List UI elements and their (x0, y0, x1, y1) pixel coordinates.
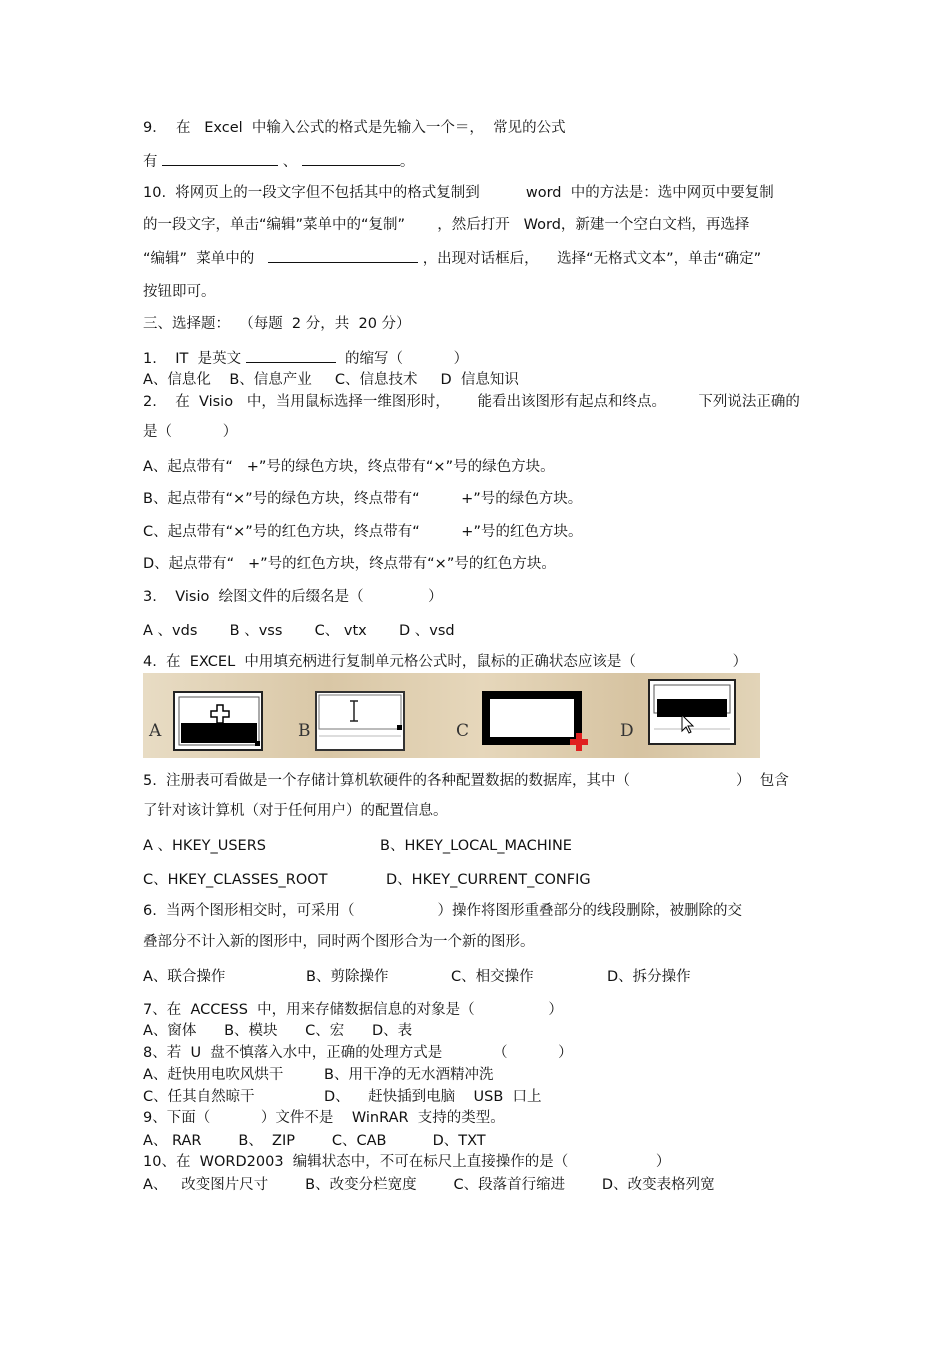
q2-option-d: D、起点带有“ +”号的红色方块，终点带有“×”号的红色方块。 (143, 556, 556, 572)
q2-stem-line2: 是（ ） (143, 424, 238, 440)
q10-stem: 10、在 WORD2003 编辑状态中，不可在标尺上直接操作的是（ ） (143, 1154, 671, 1170)
answer-blank[interactable] (246, 348, 336, 363)
q1-stem-suffix: 的缩写（ ） (335, 351, 469, 367)
fill-plus-cursor-icon (173, 691, 265, 753)
q6-stem-line2: 叠部分不计入新的图形中，同时两个图形合为一个新的图形。 (143, 934, 535, 950)
q2-option-c: C、起点带有“×”号的红色方块，终点带有“ +”号的红色方块。 (143, 524, 583, 540)
q6-option-b: B、剪除操作 (306, 969, 389, 985)
q6-stem-line1: 6. 当两个图形相交时，可采用（ ）操作将图形重叠部分的线段删除，被删除的交 (143, 903, 743, 919)
section-title: 三、选择题： （每题 2 分，共 20 分） (143, 316, 411, 332)
q10-fill-line3 (143, 248, 761, 268)
q10-fill-line1: 10. 将网页上的一段文字但不包括其中的格式复制到 word 中的方法是：选中网页中要复制 (143, 185, 774, 201)
q4-stem: 4. 在 EXCEL 中用填充柄进行复制单元格公式时，鼠标的正确状态应该是（ ） (143, 654, 748, 670)
q1-stem (143, 348, 468, 368)
q2-stem-line1: 2. 在 Visio 中，当用鼠标选择一维图形时， 能看出该图形有起点和终点。 下列说法正确的 (143, 394, 800, 410)
red-cross-cursor-icon (478, 687, 588, 753)
q6-option-d: D、拆分操作 (607, 969, 691, 985)
cursor-options-image (143, 673, 760, 758)
q9-fill-line1: 9． 在 Excel 中输入公式的格式是先输入一个＝， 常见的公式 (143, 120, 566, 136)
q5-option-d: D、HKEY_CURRENT_CONFIG (386, 872, 591, 888)
q6-option-a: A、联合操作 (143, 969, 226, 985)
q8-stem: 8、若 U 盘不慎落入水中，正确的处理方式是 （ ） (143, 1045, 573, 1061)
q3-options: A 、vds B 、vss C、 vtx D 、vsd (143, 623, 455, 639)
q5-option-a: A 、HKEY_USERS (143, 838, 266, 854)
answer-blank[interactable] (268, 248, 418, 263)
q8-option-d: D、 赶快插到电脑 USB 口上 (324, 1089, 542, 1105)
q2-option-a: A、起点带有“ +”号的绿色方块，终点带有“×”号的绿色方块。 (143, 459, 555, 475)
ibeam-cursor-icon (315, 691, 407, 753)
q5-stem-line2: 了针对该计算机（对于任何用户）的配置信息。 (143, 803, 448, 819)
q3-stem: 3. Visio 绘图文件的后缀名是（ ） (143, 589, 443, 605)
q6-option-c: C、相交操作 (451, 969, 534, 985)
q7-options: A、窗体 B、模块 C、宏 D、表 (143, 1023, 413, 1039)
q8-option-b: B、用干净的无水酒精冲洗 (324, 1067, 494, 1083)
q9-fill-prefix: 有 (143, 154, 158, 170)
q9-fill-end: 。 (399, 154, 415, 170)
arrow-pointer-icon (648, 679, 738, 747)
answer-blank[interactable] (302, 151, 400, 166)
q10-fill-line4: 按钮即可。 (143, 284, 216, 300)
q9-options: A、 RAR B、 ZIP C、CAB D、TXT (143, 1133, 486, 1149)
answer-blank[interactable] (162, 151, 278, 166)
q8-option-c: C、任其自然晾干 (143, 1089, 255, 1105)
q10-fill-line3-prefix: “编辑” 菜单中的 (143, 251, 255, 267)
q9-stem: 9、下面（ ）文件不是 WinRAR 支持的类型。 (143, 1110, 505, 1126)
q9-fill-sep: 、 (282, 154, 298, 170)
option-label-c: C (456, 721, 470, 741)
q2-option-b: B、起点带有“×”号的绿色方块，终点带有“ +”号的绿色方块。 (143, 491, 583, 507)
q8-option-a: A、赶快用电吹风烘干 (143, 1067, 284, 1083)
q1-options: A、信息化 B、信息产业 C、信息技术 D 信息知识 (143, 372, 519, 388)
q7-stem: 7、在 ACCESS 中，用来存储数据信息的对象是（ ） (143, 1002, 563, 1018)
option-label-d: D (620, 721, 634, 741)
q9-fill-line2 (143, 151, 414, 171)
q5-stem-line1: 5. 注册表可看做是一个存储计算机软硬件的各种配置数据的数据库，其中（ ） 包含 (143, 773, 789, 789)
q1-stem-prefix: 1. IT 是英文 (143, 351, 242, 367)
option-label-b: B (298, 721, 311, 741)
option-label-a: A (149, 721, 162, 741)
q10-fill-line3-suffix: ，出现对话框后， 选择“无格式文本”，单击“确定” (422, 251, 762, 267)
q5-option-b: B、HKEY_LOCAL_MACHINE (380, 838, 572, 854)
q10-fill-line2: 的一段文字，单击“编辑”菜单中的“复制” ，然后打开 Word，新建一个空白文档，再选择 (143, 217, 750, 233)
q5-option-c: C、HKEY_CLASSES_ROOT (143, 872, 328, 888)
q10-options: A、 改变图片尺寸 B、改变分栏宽度 C、段落首行缩进 D、改变表格列宽 (143, 1177, 715, 1193)
